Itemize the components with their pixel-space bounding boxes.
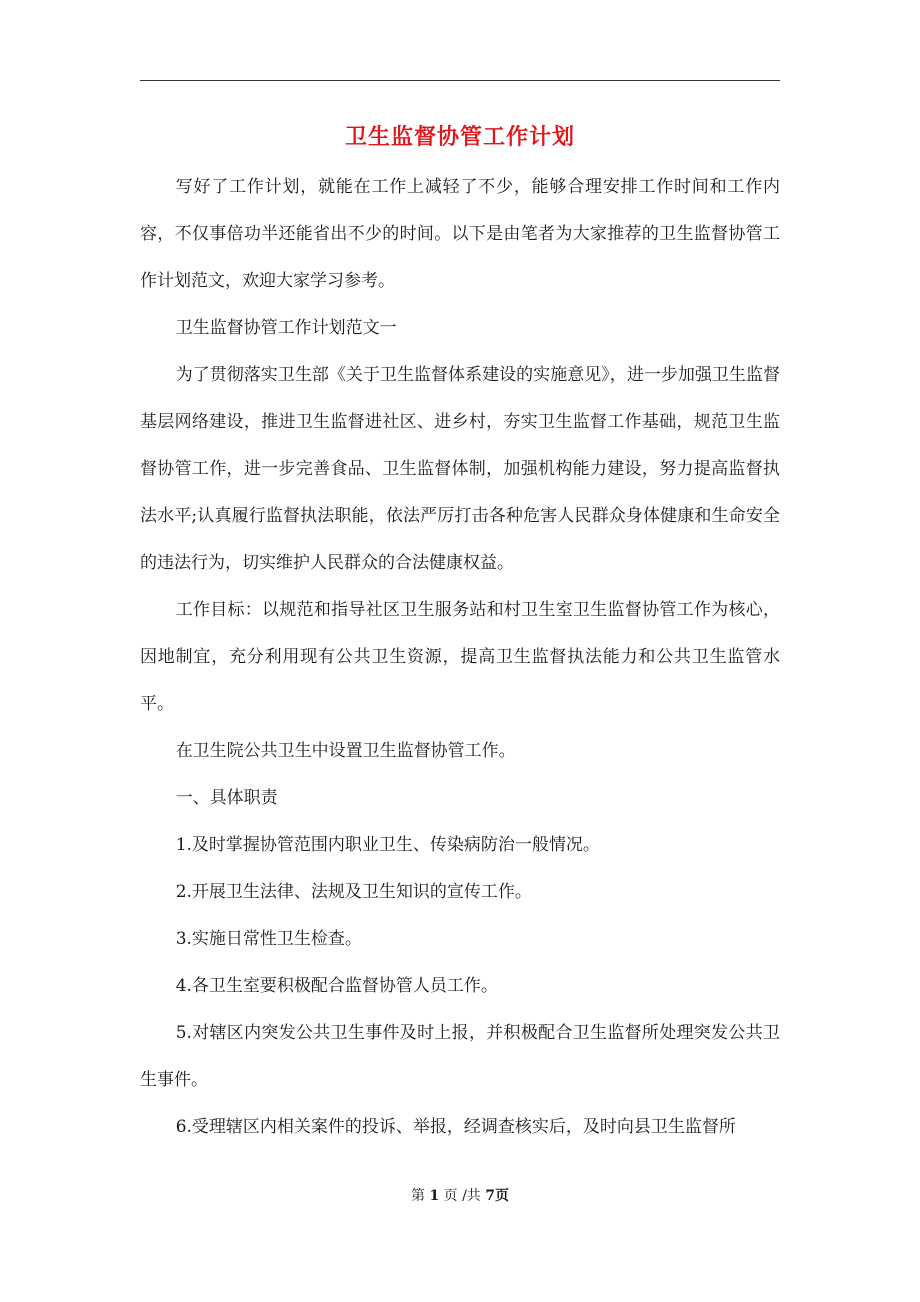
paragraph-background: 为了贯彻落实卫生部《关于卫生监督体系建设的实施意见》，进一步加强卫生监督基层网络建设，推进卫生监督进社区、进乡村，夯实卫生监督工作基础，规范卫生监督协管工作，进一步完善食品、卫生监督体制，加强机构能力建设，努力提高监督执法水平;认真履行监督执法职能，依法严厉打击各种危害人民群众身体健康和生命安全的违法行为，切实维护人民群众的合法健康权益。 (140, 365, 780, 573)
document-body (140, 164, 780, 1151)
document-title: 卫生监督协管工作计划 (344, 125, 575, 150)
paragraph-heading-sample-one: 卫生监督协管工作计划范文一 (175, 318, 397, 338)
paragraph-setup: 在卫生院公共卫生中设置卫生监督协管工作。 (175, 741, 516, 761)
footer-page-number: 1 (429, 1188, 440, 1204)
footer-total-pages: 7 (485, 1188, 496, 1204)
list-item: 1.及时掌握协管范围内职业卫生、传染病防治一般情况。 (175, 835, 600, 855)
list-item: 5.对辖区内突发公共卫生事件及时上报，并积极配合卫生监督所处理突发公共卫生事件。 (140, 1023, 780, 1090)
footer-middle: 页 /共 (439, 1188, 486, 1204)
paragraph-section-duties: 一、具体职责 (175, 788, 278, 808)
footer-suffix: 页 (495, 1188, 510, 1204)
paragraph-work-goal: 工作目标：以规范和指导社区卫生服务站和村卫生室卫生监督协管工作为核心，因地制宜，充分利用现有公共卫生资源，提高卫生监督执法能力和公共卫生监管水平。 (140, 600, 780, 714)
list-item: 2.开展卫生法律、法规及卫生知识的宣传工作。 (175, 882, 532, 902)
header-rule (140, 80, 780, 81)
list-item: 4.各卫生室要积极配合监督协管人员工作。 (175, 976, 498, 996)
list-item: 6.受理辖区内相关案件的投诉、举报，经调查核实后，及时向县卫生监督所 (175, 1117, 736, 1137)
footer-prefix: 第 (410, 1188, 430, 1204)
paragraph-intro: 写好了工作计划，就能在工作上减轻了不少，能够合理安排工作时间和工作内容，不仅事倍功半还能省出不少的时间。以下是由笔者为大家推荐的卫生监督协管工作计划范文，欢迎大家学习参考。 (140, 177, 780, 291)
list-item: 3.实施日常性卫生检查。 (175, 929, 362, 949)
page-footer (140, 1184, 780, 1208)
